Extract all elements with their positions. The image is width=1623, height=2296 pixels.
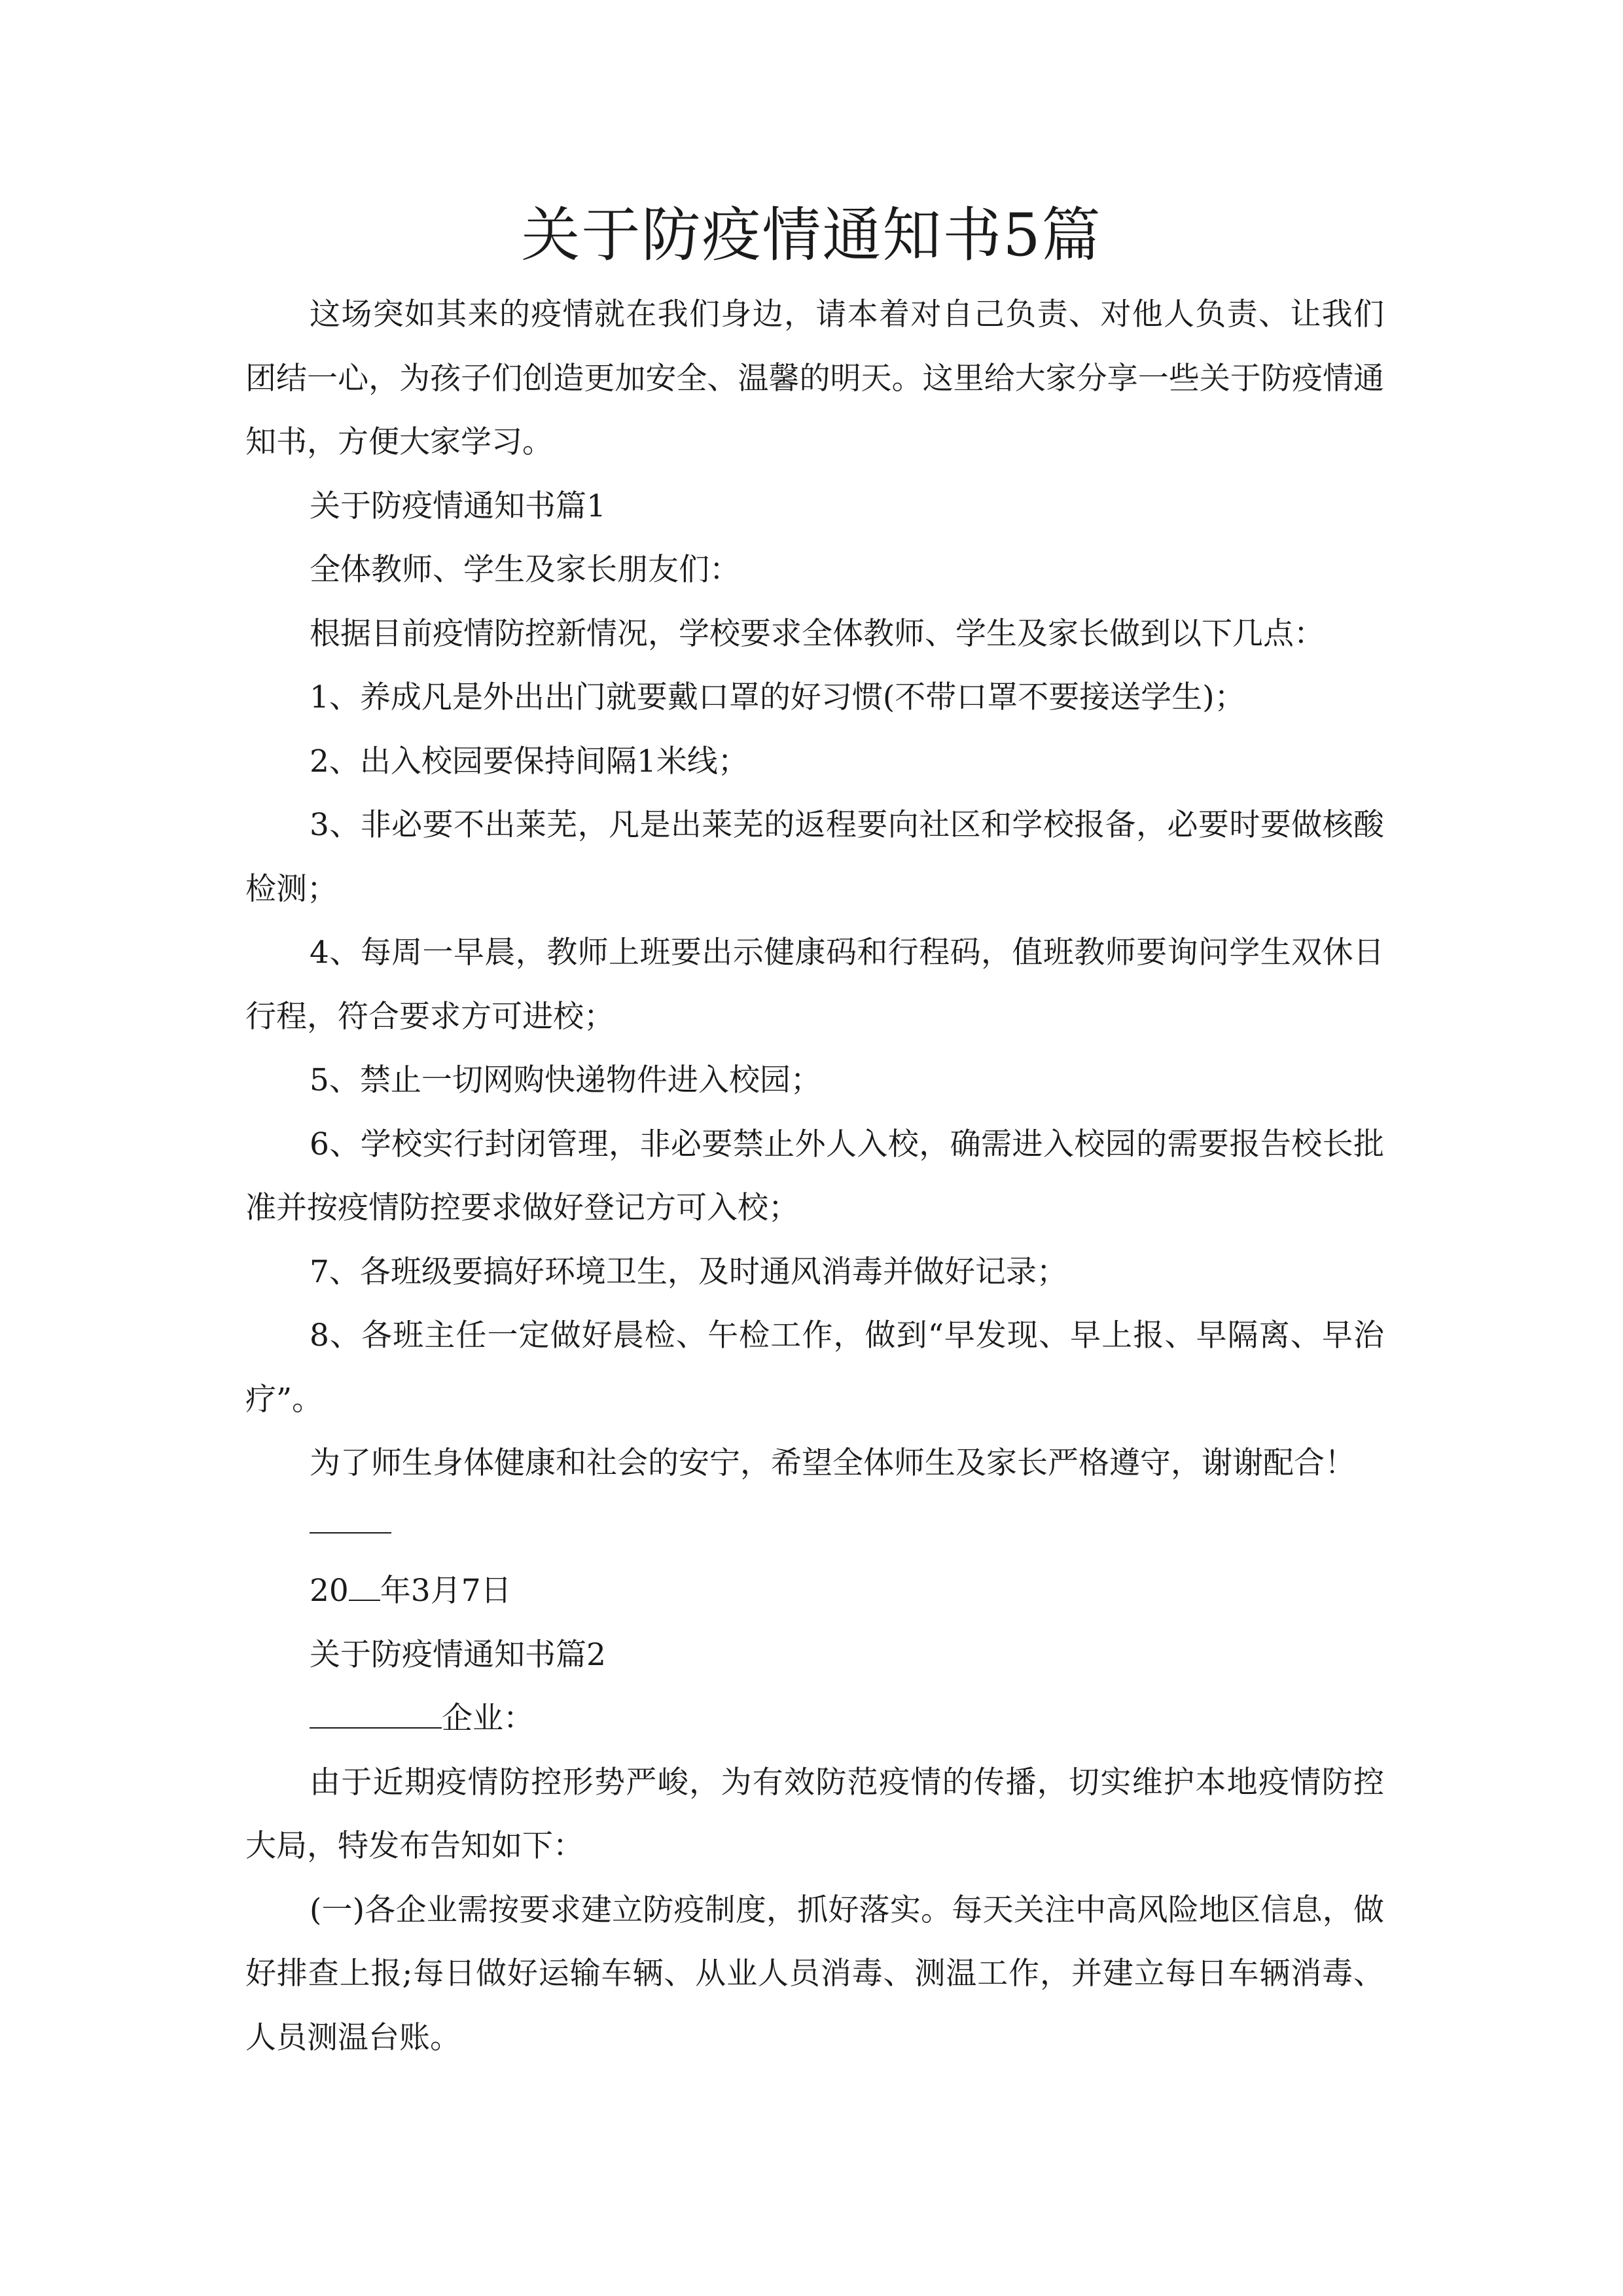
signature-rule [310, 1532, 391, 1534]
section-1-heading: 关于防疫情通知书篇1 [310, 488, 606, 524]
signature-line [245, 1496, 1384, 1560]
section-1-closing: 为了师生身体健康和社会的安宁，希望全体师生及家长严格遵守，谢谢配合！ [310, 1445, 1355, 1481]
date-rest: 年3月7日 [380, 1573, 512, 1609]
salutation-suffix: 企业： [442, 1700, 534, 1736]
company-name-blank [310, 1698, 442, 1729]
date-blank [349, 1571, 380, 1601]
date-year-prefix: 20 [310, 1573, 349, 1609]
document-title: 关于防疫情通知书5篇 [521, 201, 1102, 270]
list-item: 5、禁止一切网购快递物件进入校园； [310, 1062, 821, 1098]
section-1-salutation: 全体教师、学生及家长朋友们： [310, 552, 740, 588]
list-item: 6、学校实行封闭管理，非必要禁止外人入校，确需进入校园的需要报告校长批准并按疫情防控要求做好登记方可入校； [245, 1126, 1384, 1226]
list-item: 4、每周一早晨，教师上班要出示健康码和行程码，值班教师要询问学生双休日行程，符合要求方可进校； [245, 935, 1384, 1035]
list-item: 8、各班主任一定做好晨检、午检工作，做到“早发现、早上报、早隔离、早治疗”。 [245, 1318, 1384, 1418]
section-2-item-1: (一)各企业需按要求建立防疫制度，抓好落实。每天关注中高风险地区信息，做好排查上报;每日做好运输车辆、从业人员消毒、测温工作，并建立每日车辆消毒、人员测温台账。 [245, 1892, 1384, 2056]
section-1-lead: 根据目前疫情防控新情况，学校要求全体教师、学生及家长做到以下几点： [310, 615, 1325, 652]
document-body [245, 283, 1384, 2070]
section-2-heading: 关于防疫情通知书篇2 [310, 1636, 606, 1673]
section-1-date [245, 1559, 1384, 1623]
list-item: 3、非必要不出莱芜，凡是出莱芜的返程要向社区和学校报备，必要时要做核酸检测； [245, 807, 1384, 907]
section-2-salutation [245, 1687, 1384, 1751]
intro-paragraph: 这场突如其来的疫情就在我们身边，请本着对自己负责、对他人负责、让我们团结一心，为孩子们创造更加安全、温馨的明天。这里给大家分享一些关于防疫情通知书，方便大家学习。 [245, 296, 1384, 460]
list-item: 2、出入校园要保持间隔1米线； [310, 743, 749, 780]
list-item: 1、养成凡是外出出门就要戴口罩的好习惯(不带口罩不要接送学生)； [310, 679, 1245, 715]
section-2-lead: 由于近期疫情防控形势严峻，为有效防范疫情的传播，切实维护本地疫情防控大局，特发布告知如下： [245, 1764, 1384, 1864]
list-item: 7、各班级要搞好环境卫生，及时通风消毒并做好记录； [310, 1253, 1067, 1290]
